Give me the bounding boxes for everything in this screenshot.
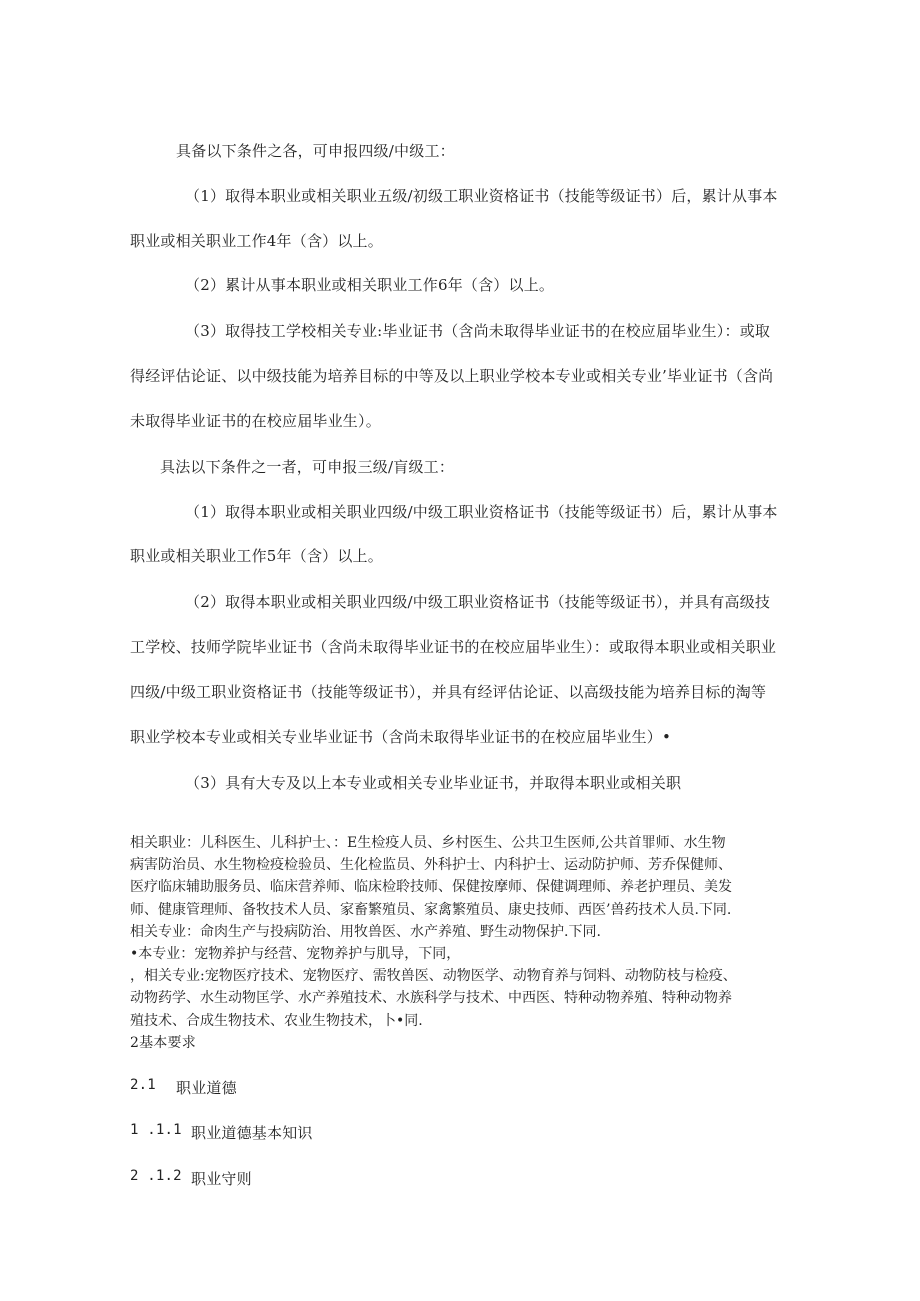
level3-condition-1-line-2: 职业或相关职业工作5年（含）以上。 <box>130 547 383 565</box>
notes-line-9: 殖技术、合成生物技术、农业生物技术，卜•同. <box>130 1012 423 1029</box>
level3-condition-2-line-2: 工学校、技师学院毕业证书（含尚未取得毕业证书的在校应届毕业生）：或取得本职业或相关职业 <box>130 638 777 656</box>
section-2-1-1-title: 职业道德基本知识 <box>191 1124 313 1142</box>
notes-line-5: 相关专业：命肉生产与投病防治、用牧兽医、水产养殖、野生动物保护.下同. <box>130 923 601 940</box>
notes-line-3: 医疗临床辅助服务员、临床营养师、临床检聆技师、保健按摩师、保健调理师、养老护理员、美发 <box>130 879 732 896</box>
notes-line-1: 相关职业：儿科医生、儿科护士、：E生检疫人员、乡村医生、公共卫生医师,公共首罪师、水生物 <box>130 835 726 851</box>
section-2-1-1-number: 1 .1.1 <box>130 1122 182 1138</box>
notes-line-2: 病害防治员、水生物检疫检验员、生化检监员、外科护士、内科护士、运动防护师、芳乔保健师、 <box>130 857 732 874</box>
level3-condition-2-line-1: （2）取得本职业或相关职业四级/中级工职业资格证书（技能等级证书），并具有高级技 <box>185 593 771 611</box>
section-2-1-number: 2.1 <box>130 1077 156 1093</box>
notes-line-4: 师、健康管理师、备牧技术人员、家畜繁殖员、家禽繁殖员、康史技师、西医’兽药技术人员.下同. <box>130 901 732 918</box>
level4-intro: 具备以下条件之各，可申报四级/中级工： <box>176 142 455 160</box>
notes-line-7: ，相关专业:宠物医疗技术、宠物医疗、需牧兽医、动物医学、动物育养与饲料、动物防枝与检疫、 <box>130 968 737 985</box>
level4-condition-3-line-2: 得经评估论证、以中级技能为培养目标的中等及以上职业学校本专业或相关专业’毕业证书（含尚 <box>130 367 774 385</box>
level3-intro: 具法以下条件之一者，可申报三级/肓级工： <box>160 458 455 476</box>
section-2-1-2-number: 2 .1.2 <box>130 1168 182 1184</box>
notes-line-8: 动物药学、水生动物匡学、水产养殖技术、水族科学与技术、中西医、特种动物养殖、特种动物养 <box>130 990 732 1007</box>
level3-condition-3-line-1: （3）具有大专及以上本专业或相关专业毕业证书，并取得本职业或相关职 <box>185 774 682 792</box>
notes-line-6: •本专业：宠物养护与经营、宠物养护与肌导，下同， <box>130 946 461 963</box>
level4-condition-3-line-3: 未取得毕业证书的在校应届毕业生）。 <box>130 412 381 430</box>
section-2-1-title: 职业道德 <box>176 1079 237 1097</box>
level4-condition-3-line-1: （3）取得技工学校相关专业:毕业证书（含尚未取得毕业证书的在校应届毕业生）：或取 <box>185 322 771 340</box>
level4-condition-1-line-2: 职业或相关职业工作4年（含）以上。 <box>130 232 383 250</box>
section-2-1-2-title: 职业守则 <box>191 1170 252 1188</box>
level4-condition-2: （2）累计从事本职业或相关职业工作6年（含）以上。 <box>185 276 555 294</box>
level3-condition-2-line-4: 职业学校本专业或相关专业毕业证书（含尚未取得毕业证书的在校应届毕业生）• <box>130 728 672 746</box>
level3-condition-2-line-3: 四级/中级工职业资格证书（技能等级证书），并具有经评估论证、以高级技能为培养目标的淘等 <box>130 683 767 701</box>
level3-condition-1-line-1: （1）取得本职业或相关职业四级/中级工职业资格证书（技能等级证书）后，累计从事本 <box>185 503 778 521</box>
notes-block <box>130 832 810 1032</box>
section-2-heading: 2基本要求 <box>130 1035 196 1051</box>
level4-condition-1-line-1: （1）取得本职业或相关职业五级/初级工职业资格证书（技能等级证书）后，累计从事本 <box>185 187 778 205</box>
